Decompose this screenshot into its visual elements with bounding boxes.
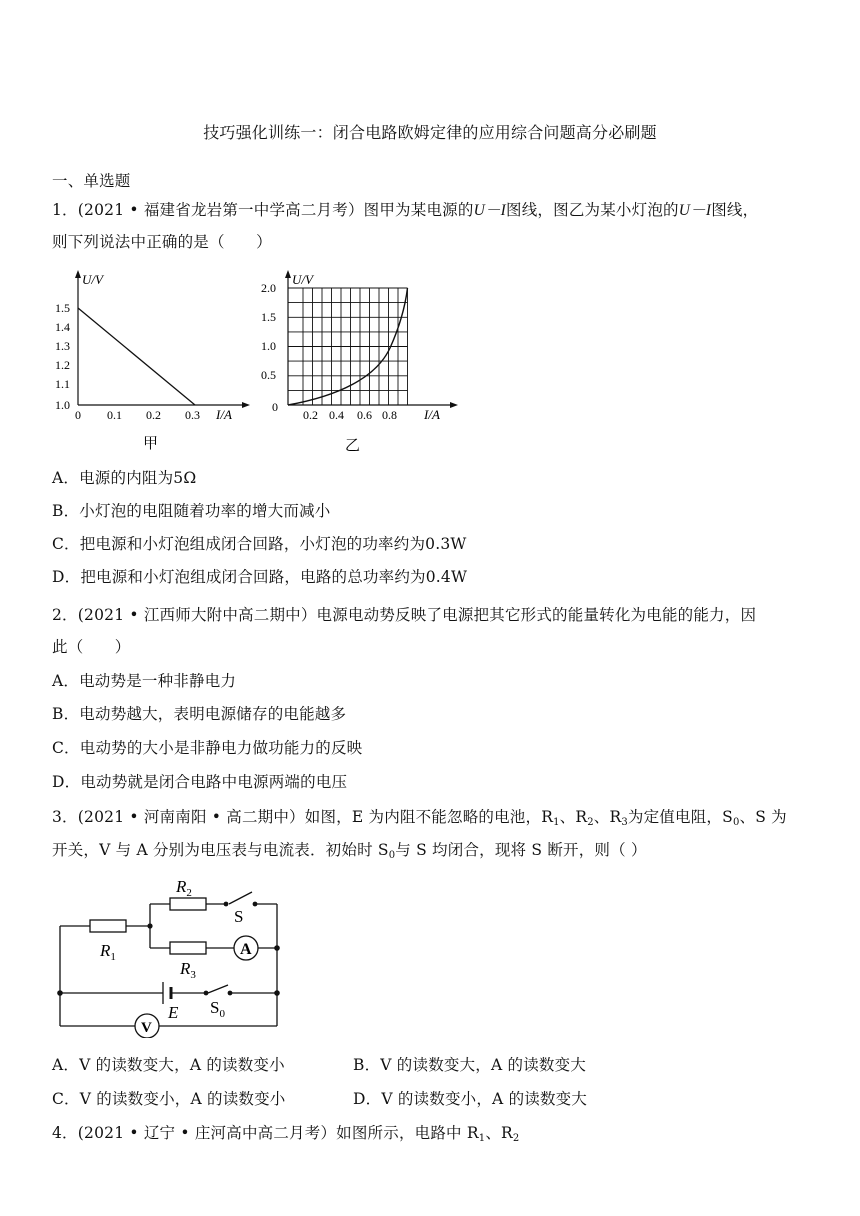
graph-jia-xtick: 0 xyxy=(75,408,81,422)
graph-yi-ytick: 1.5 xyxy=(261,310,276,324)
q3-option-b: B．V 的读数变大，A 的读数变大 xyxy=(353,1056,587,1074)
graph-jia-ytick: 1.2 xyxy=(55,358,70,372)
q3-stem-line2: 开关，V 与 A 分别为电压表与电流表．初始时 $S_0$与 S 均闭合，现将 S 断开，则（ ） xyxy=(52,841,647,861)
q3-option-d: D．V 的读数变小，A 的读数变大 xyxy=(353,1090,588,1108)
r3-label: $R_3$ xyxy=(180,959,196,981)
ammeter-label: A xyxy=(240,941,252,958)
voltmeter-label: V xyxy=(141,1020,152,1036)
q1-option-b: B．小灯泡的电阻随着功率的增大而减小 xyxy=(52,502,331,520)
graph-yi-caption: 乙 xyxy=(345,438,361,454)
graph-jia-line xyxy=(78,308,195,405)
e-label: E xyxy=(168,1003,179,1022)
q2-option-c: C．电动势的大小是非静电力做功能力的反映 xyxy=(52,739,363,757)
graph-jia-ytick: 1.0 xyxy=(55,398,70,412)
q2-stem-line2: 此（ ） xyxy=(52,638,131,656)
graph-yi-ytick: 1.0 xyxy=(261,339,276,353)
graph-jia-ytick: 1.5 xyxy=(55,301,70,315)
graph-jia-xtick: 0.2 xyxy=(146,408,161,422)
graph-yi-xtick: 0.6 xyxy=(357,408,372,422)
graph-yi xyxy=(258,268,458,458)
q2-option-b: B．电动势越大，表明电源储存的电能越多 xyxy=(52,705,347,723)
graph-jia-xlabel: I/A xyxy=(216,407,232,422)
q1-option-d: D．把电源和小灯泡组成闭合回路，电路的总功率约为0.4W xyxy=(52,568,468,586)
q2-option-d: D．电动势就是闭合电路中电源两端的电压 xyxy=(52,773,348,791)
q2-option-a: A．电动势是一种非静电力 xyxy=(52,672,237,690)
q1-stem-line1: 1．(2021 • 福建省龙岩第一中学高二月考）图甲为某电源的U－I图线，图乙为某小灯泡的U－I图线， xyxy=(52,201,759,219)
graph-jia-ytick: 1.4 xyxy=(55,320,70,334)
graph-jia-ytick: 1.1 xyxy=(55,377,70,391)
page-title: 技巧强化训练一：闭合电路欧姆定律的应用综合问题高分必刷题 xyxy=(203,123,657,142)
graph-yi-xtick: 0.4 xyxy=(329,408,344,422)
graph-yi-xtick: 0.8 xyxy=(382,408,397,422)
graph-yi-xtick: 0.2 xyxy=(303,408,318,422)
q3-stem-line1: 3．(2021 • 河南南阳 • 高二期中）如图，E 为内阻不能忽略的电池，$R_1$、$R_2$、$R_3$为定值电阻，$S_0$、S 为 xyxy=(52,808,787,828)
graph-yi-ytick: 0.5 xyxy=(261,368,276,382)
graph-jia-xtick: 0.1 xyxy=(107,408,122,422)
graph-jia-xtick: 0.3 xyxy=(185,408,200,422)
q3-option-a: A．V 的读数变大，A 的读数变小 xyxy=(52,1056,285,1074)
q4-stem-line1: 4．(2021 • 辽宁 • 庄河高中高二月考）如图所示，电路中 $R_1$、$R_2$ xyxy=(52,1124,520,1144)
graph-jia-ylabel: U/V xyxy=(82,272,103,287)
s-label: S xyxy=(234,907,244,926)
q1-option-c: C．把电源和小灯泡组成闭合回路，小灯泡的功率约为0.3W xyxy=(52,535,467,553)
q2-stem-line1: 2．(2021 • 江西师大附中高二期中）电源电动势反映了电源把其它形式的能量转化为电能的能力，因 xyxy=(52,606,757,624)
s0-label: $S_0$ xyxy=(210,998,225,1020)
q3-circuit-diagram xyxy=(50,868,290,1038)
q3-option-c: C．V 的读数变小，A 的读数变小 xyxy=(52,1090,286,1108)
graph-yi-ylabel: U/V xyxy=(292,272,313,287)
q1-stem-line2: 则下列说法中正确的是（ ） xyxy=(52,233,272,251)
graph-jia-ytick: 1.3 xyxy=(55,339,70,353)
r1-label: $R_1$ xyxy=(100,941,116,963)
graph-yi-xlabel: I/A xyxy=(424,407,440,422)
graph-jia xyxy=(50,268,250,458)
svg-text:U/V xyxy=(82,272,105,287)
graph-jia-caption: 甲 xyxy=(143,436,159,452)
graph-yi-ytick: 0 xyxy=(272,400,278,414)
r2-label: $R_2$ xyxy=(176,877,192,899)
graph-yi-ytick: 2.0 xyxy=(261,281,276,295)
r1-resistor xyxy=(90,920,126,932)
q1-option-a: A．电源的内阻为5Ω xyxy=(52,469,197,487)
section-heading: 一、单选题 xyxy=(52,172,131,190)
